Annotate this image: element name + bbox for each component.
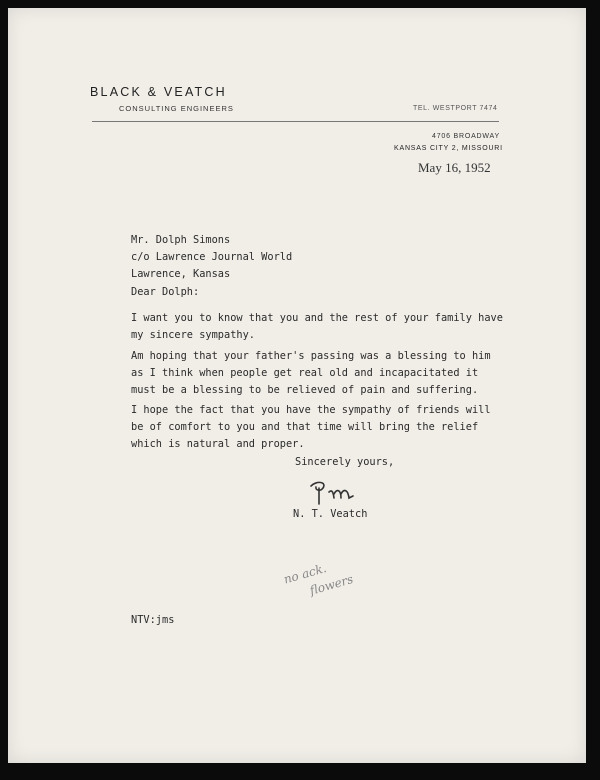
recipient-line: Lawrence, Kansas — [131, 268, 231, 280]
recipient-block — [131, 232, 292, 283]
signer-name: N. T. Veatch — [293, 508, 368, 520]
closing: Sincerely yours, — [295, 456, 395, 468]
handwritten-note — [278, 548, 388, 598]
salutation: Dear Dolph: — [131, 286, 200, 298]
body-line: I want you to know that you and the rest of your family have — [131, 312, 503, 324]
body-line: be of comfort to you and that time will bring the relief — [131, 421, 479, 433]
signature-mark — [307, 478, 377, 508]
recipient-line: c/o Lawrence Journal World — [131, 251, 293, 263]
handwritten-note-line-1: no ack. — [282, 560, 328, 587]
body-line: my sincere sympathy. — [131, 329, 255, 341]
letter-date: May 16, 1952 — [418, 160, 491, 175]
body-paragraph-1 — [131, 310, 503, 344]
address-line-2: KANSAS CITY 2, MISSOURI — [394, 145, 503, 152]
letterhead-rule — [92, 121, 499, 122]
body-line: must be a blessing to be relieved of pain and suffering. — [131, 384, 479, 396]
handwritten-note-line-2: flowers — [308, 572, 355, 598]
body-line: I hope the fact that you have the sympathy of friends will — [131, 404, 491, 416]
body-line: which is natural and proper. — [131, 438, 305, 450]
typist-initials: NTV:jms — [131, 614, 175, 626]
body-line: as I think when people get real old and incapacitated it — [131, 367, 479, 379]
body-line: Am hoping that your father's passing was a blessing to him — [131, 350, 491, 362]
body-paragraph-2 — [131, 348, 491, 399]
letterhead-telephone: TEL. WESTPORT 7474 — [413, 105, 498, 112]
address-line-1: 4706 BROADWAY — [432, 133, 500, 140]
letterhead-company: BLACK & VEATCH — [90, 85, 227, 99]
letterhead-subtitle: CONSULTING ENGINEERS — [119, 104, 234, 113]
body-paragraph-3 — [131, 402, 491, 453]
recipient-line: Mr. Dolph Simons — [131, 234, 231, 246]
